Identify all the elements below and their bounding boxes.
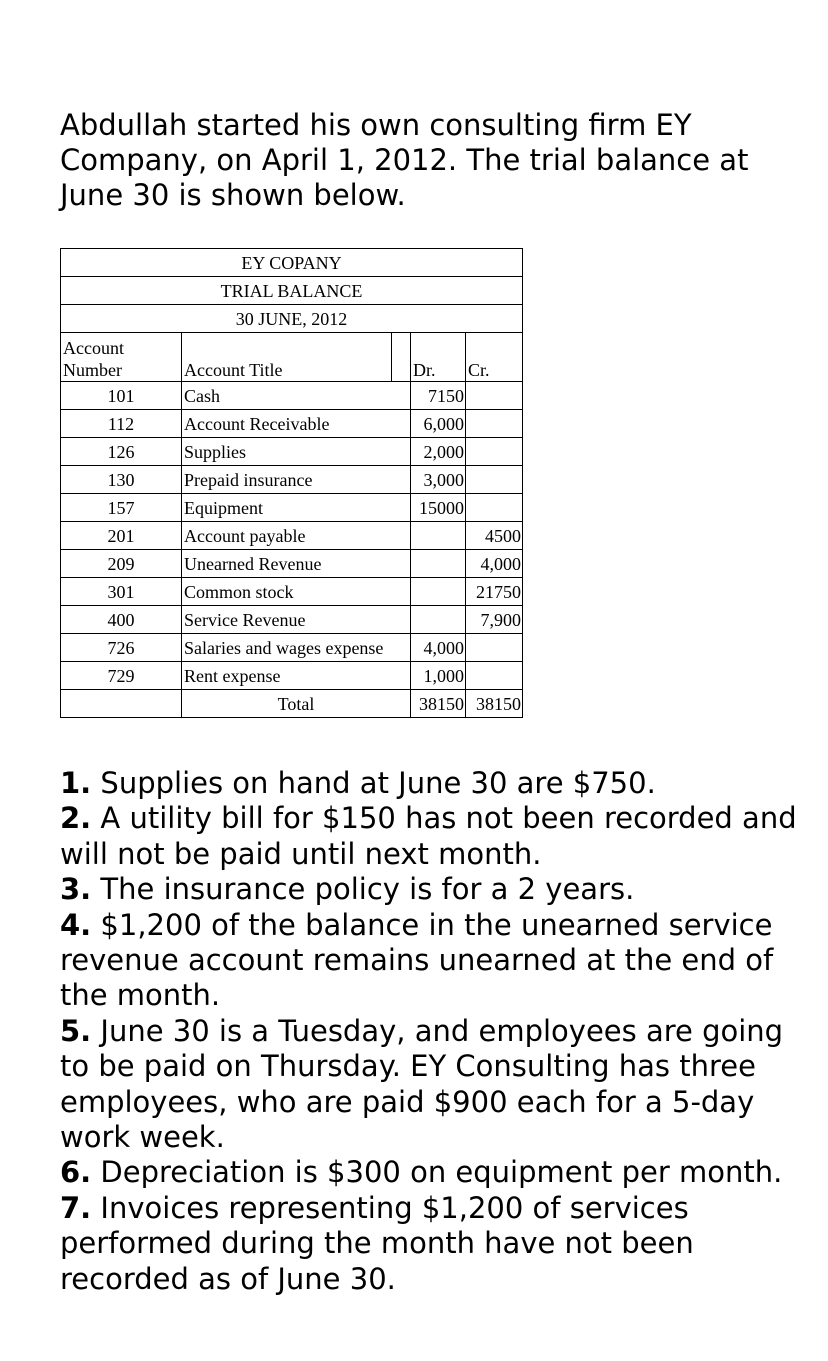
total-label: Total <box>182 690 411 718</box>
credit-amount: 4,000 <box>466 550 523 578</box>
credit-amount <box>466 438 523 466</box>
credit-amount: 7,900 <box>466 606 523 634</box>
debit-amount <box>411 606 466 634</box>
account-number: 201 <box>61 522 182 550</box>
account-number: 301 <box>61 578 182 606</box>
account-number: 209 <box>61 550 182 578</box>
account-rows <box>61 382 523 690</box>
account-number-header-line2: Number <box>63 360 122 380</box>
trial-balance-table <box>60 248 523 718</box>
account-title: Salaries and wages expense <box>182 634 411 662</box>
total-row <box>61 690 523 718</box>
account-number: 126 <box>61 438 182 466</box>
note-number: 1. <box>60 766 92 800</box>
note-number: 2. <box>60 801 92 836</box>
note-number: 6. <box>60 1155 92 1190</box>
dr-header: Dr. <box>411 333 466 382</box>
column-header-row <box>61 333 523 382</box>
note-item <box>60 1155 800 1190</box>
note-item <box>60 872 800 907</box>
note-item <box>60 766 800 801</box>
account-title: Equipment <box>182 494 411 522</box>
account-title: Supplies <box>182 438 411 466</box>
account-number: 130 <box>61 466 182 494</box>
credit-amount <box>466 494 523 522</box>
company-name: EY COPANY <box>61 249 523 277</box>
credit-amount <box>466 662 523 690</box>
adjustment-notes <box>60 766 800 1297</box>
note-text: June 30 is a Tuesday, and employees are going to be paid on Thursday. EY Consulting has three employees, who are paid $900 each for a 5-day work week. <box>60 1013 784 1155</box>
credit-amount <box>466 466 523 494</box>
table-row <box>61 438 523 466</box>
account-title: Unearned Revenue <box>182 550 411 578</box>
table-row <box>61 662 523 690</box>
credit-amount <box>466 382 523 410</box>
account-title: Account Receivable <box>182 410 411 438</box>
note-number: 4. <box>60 907 92 942</box>
table-row <box>61 550 523 578</box>
total-blank-cell <box>61 690 182 718</box>
note-item <box>60 801 800 872</box>
debit-amount: 6,000 <box>411 410 466 438</box>
spacer-header <box>392 333 411 382</box>
debit-amount: 15000 <box>411 494 466 522</box>
credit-amount: 21750 <box>466 578 523 606</box>
note-number: 7. <box>60 1190 92 1225</box>
table-row <box>61 410 523 438</box>
debit-amount: 3,000 <box>411 466 466 494</box>
account-number: 157 <box>61 494 182 522</box>
table-row <box>61 578 523 606</box>
intro-paragraph: Abdullah started his own consulting firm EY Company, on April 1, 2012. The trial balance at June 30 is shown below. <box>60 108 749 212</box>
note-item <box>60 1014 800 1156</box>
account-number-header <box>61 333 182 382</box>
table-row <box>61 634 523 662</box>
account-title: Rent expense <box>182 662 411 690</box>
account-title: Common stock <box>182 578 411 606</box>
debit-amount: 2,000 <box>411 438 466 466</box>
statement-date: 30 JUNE, 2012 <box>61 305 523 333</box>
debit-amount: 1,000 <box>411 662 466 690</box>
account-title: Prepaid insurance <box>182 466 411 494</box>
debit-amount <box>411 550 466 578</box>
debit-amount: 7150 <box>411 382 466 410</box>
note-item <box>60 1191 800 1297</box>
note-item <box>60 908 800 1014</box>
credit-amount <box>466 410 523 438</box>
table-row <box>61 522 523 550</box>
note-number: 5. <box>60 1013 92 1048</box>
account-number-header-line1: Account <box>63 338 124 358</box>
account-number: 101 <box>61 382 182 410</box>
account-number: 400 <box>61 606 182 634</box>
account-title: Service Revenue <box>182 606 411 634</box>
total-dr: 38150 <box>411 690 466 718</box>
company-row <box>61 249 523 277</box>
account-title-header: Account Title <box>182 333 392 382</box>
total-cr: 38150 <box>466 690 523 718</box>
debit-amount: 4,000 <box>411 634 466 662</box>
account-number: 726 <box>61 634 182 662</box>
table-row <box>61 606 523 634</box>
note-text: Supplies on hand at June 30 are $750. <box>91 766 656 800</box>
debit-amount <box>411 578 466 606</box>
statement-title: TRIAL BALANCE <box>61 277 523 305</box>
note-number: 3. <box>60 872 92 907</box>
table-row <box>61 494 523 522</box>
note-text: A utility bill for $150 has not been recorded and will not be paid until next month. <box>60 801 797 871</box>
account-number: 112 <box>61 410 182 438</box>
table-row <box>61 382 523 410</box>
note-text: Invoices representing $1,200 of services performed during the month have not been recorded as of June 30. <box>60 1190 694 1296</box>
note-text: Depreciation is $300 on equipment per month. <box>91 1155 783 1190</box>
account-number: 729 <box>61 662 182 690</box>
note-text: $1,200 of the balance in the unearned service revenue account remains unearned at the end of the month. <box>60 907 774 1013</box>
note-text: The insurance policy is for a 2 years. <box>91 872 635 907</box>
debit-amount <box>411 522 466 550</box>
account-title: Cash <box>182 382 411 410</box>
date-row <box>61 305 523 333</box>
credit-amount: 4500 <box>466 522 523 550</box>
table-row <box>61 466 523 494</box>
account-title: Account payable <box>182 522 411 550</box>
cr-header: Cr. <box>466 333 523 382</box>
credit-amount <box>466 634 523 662</box>
title-row <box>61 277 523 305</box>
